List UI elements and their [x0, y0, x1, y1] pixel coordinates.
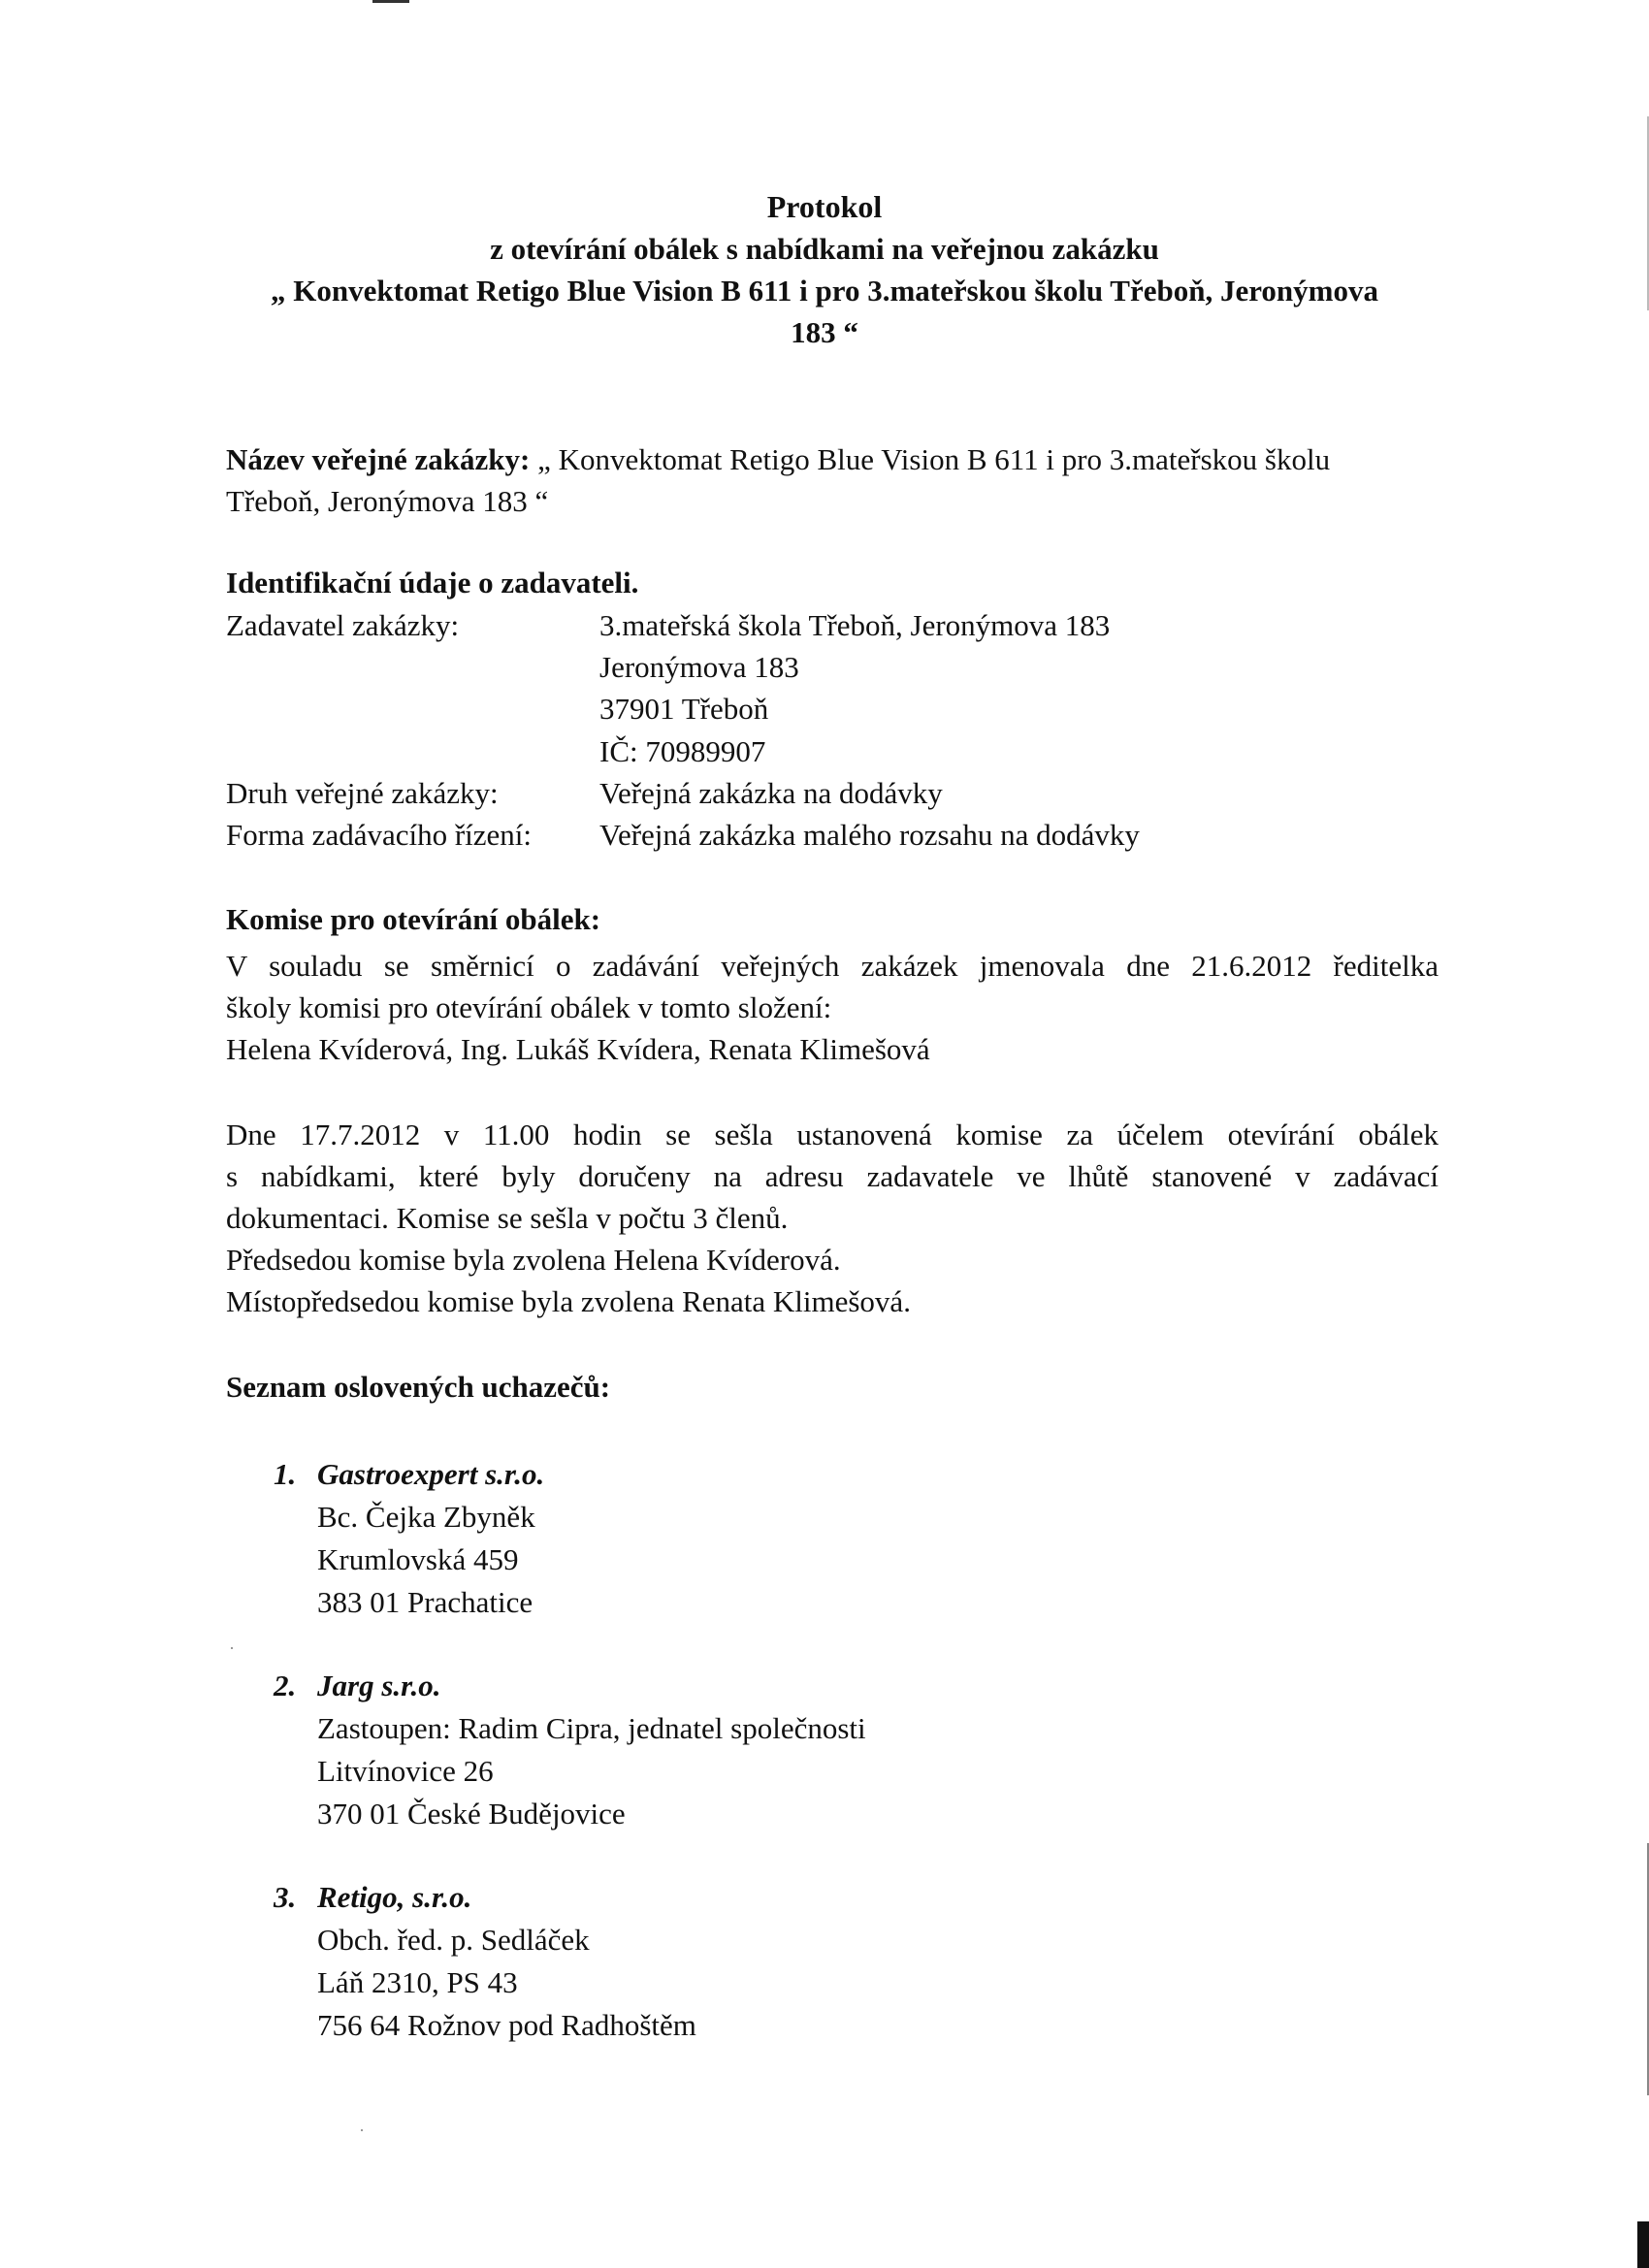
contract-name-label: Název veřejné zakázky: — [226, 442, 531, 476]
bidder-contact: Zastoupen: Radim Cipra, jednatel společnosti — [317, 1711, 866, 1745]
scan-mark — [372, 0, 409, 3]
id-value-form: Veřejná zakázka malého rozsahu na dodávky — [599, 818, 1140, 852]
id-label-form: Forma zadávacího řízení: — [226, 818, 533, 852]
id-value-type: Veřejná zakázka na dodávky — [599, 776, 943, 810]
bidder-contact: Obch. řed. p. Sedláček — [317, 1923, 590, 1957]
id-value-street: Jeronýmova 183 — [599, 650, 799, 684]
bidder-number: 1. — [274, 1457, 297, 1491]
bidder-city: 370 01 České Budějovice — [317, 1797, 626, 1831]
document-header — [194, 186, 1455, 353]
bidder-name: Jarg s.r.o. — [317, 1669, 441, 1702]
meeting-paragraph — [226, 1114, 1439, 1322]
scan-dot — [231, 1647, 233, 1649]
bidder-street: Láň 2310, PS 43 — [317, 1965, 518, 1999]
id-label-contracting: Zadavatel zakázky: — [226, 608, 460, 642]
bidder-number: 3. — [274, 1880, 297, 1914]
scan-dot — [361, 2129, 363, 2131]
document-title: Protokol — [766, 189, 883, 224]
document-subtitle: z otevírání obálek s nabídkami na veřejnou zakázku — [490, 232, 1159, 266]
commission-line-2: školy komisi pro otevírání obálek v tomto složení: — [226, 990, 832, 1024]
bidder-name: Retigo, s.r.o. — [317, 1880, 472, 1914]
bidder-number: 2. — [274, 1669, 297, 1702]
id-value-contracting: 3.mateřská škola Třeboň, Jeronýmova 183 — [599, 608, 1111, 642]
bidder-city: 756 64 Rožnov pod Radhoštěm — [317, 2008, 696, 2042]
contract-title-line-1: „ Konvektomat Retigo Blue Vision B 611 i pro 3.mateřskou školu Třeboň, Jeronýmova — [271, 274, 1378, 308]
commission-line-3: Helena Kvíderová, Ing. Lukáš Kvídera, Renata Klimešová — [226, 1032, 930, 1066]
contract-title-line-2: 183 “ — [791, 315, 858, 349]
meeting-line-2: s nabídkami, které byly doručeny na adresu zadavatele ve lhůtě stanovené v zadávací — [226, 1159, 1439, 1193]
meeting-line-1: Dne 17.7.2012 v 11.00 hodin se sešla ustanovená komise za účelem otevírání obálek — [226, 1118, 1439, 1151]
commission-paragraph — [226, 945, 1439, 1070]
contract-name-value-cont: Třeboň, Jeronýmova 183 “ — [226, 484, 549, 518]
id-value-ico: IČ: 70989907 — [599, 734, 766, 768]
contract-name-section — [226, 438, 1330, 480]
id-value-city: 37901 Třeboň — [599, 692, 769, 726]
commission-line-1: V souladu se směrnicí o zadávání veřejných zakázek jmenovala dne 21.6.2012 ředitelka — [226, 949, 1439, 983]
bidder-street: Krumlovská 459 — [317, 1542, 519, 1576]
scan-edge — [1637, 2221, 1649, 2268]
identification-heading: Identifikační údaje o zadavateli. — [226, 566, 639, 599]
meeting-line-3: dokumentaci. Komise se sešla v počtu 3 členů. — [226, 1201, 789, 1235]
commission-heading: Komise pro otevírání obálek: — [226, 902, 601, 936]
bidder-street: Litvínovice 26 — [317, 1754, 494, 1788]
id-label-type: Druh veřejné zakázky: — [226, 776, 499, 810]
bidder-name: Gastroexpert s.r.o. — [317, 1457, 545, 1491]
bidder-city: 383 01 Prachatice — [317, 1585, 534, 1619]
contract-name-value: „ Konvektomat Retigo Blue Vision B 611 i pro 3.mateřskou školu — [530, 442, 1331, 476]
bidders-heading: Seznam oslovených uchazečů: — [226, 1370, 611, 1404]
bidder-contact: Bc. Čejka Zbyněk — [317, 1500, 535, 1534]
meeting-line-4: Předsedou komise byla zvolena Helena Kvíderová. — [226, 1243, 841, 1277]
meeting-line-5: Místopředsedou komise byla zvolena Renata Klimešová. — [226, 1284, 911, 1318]
